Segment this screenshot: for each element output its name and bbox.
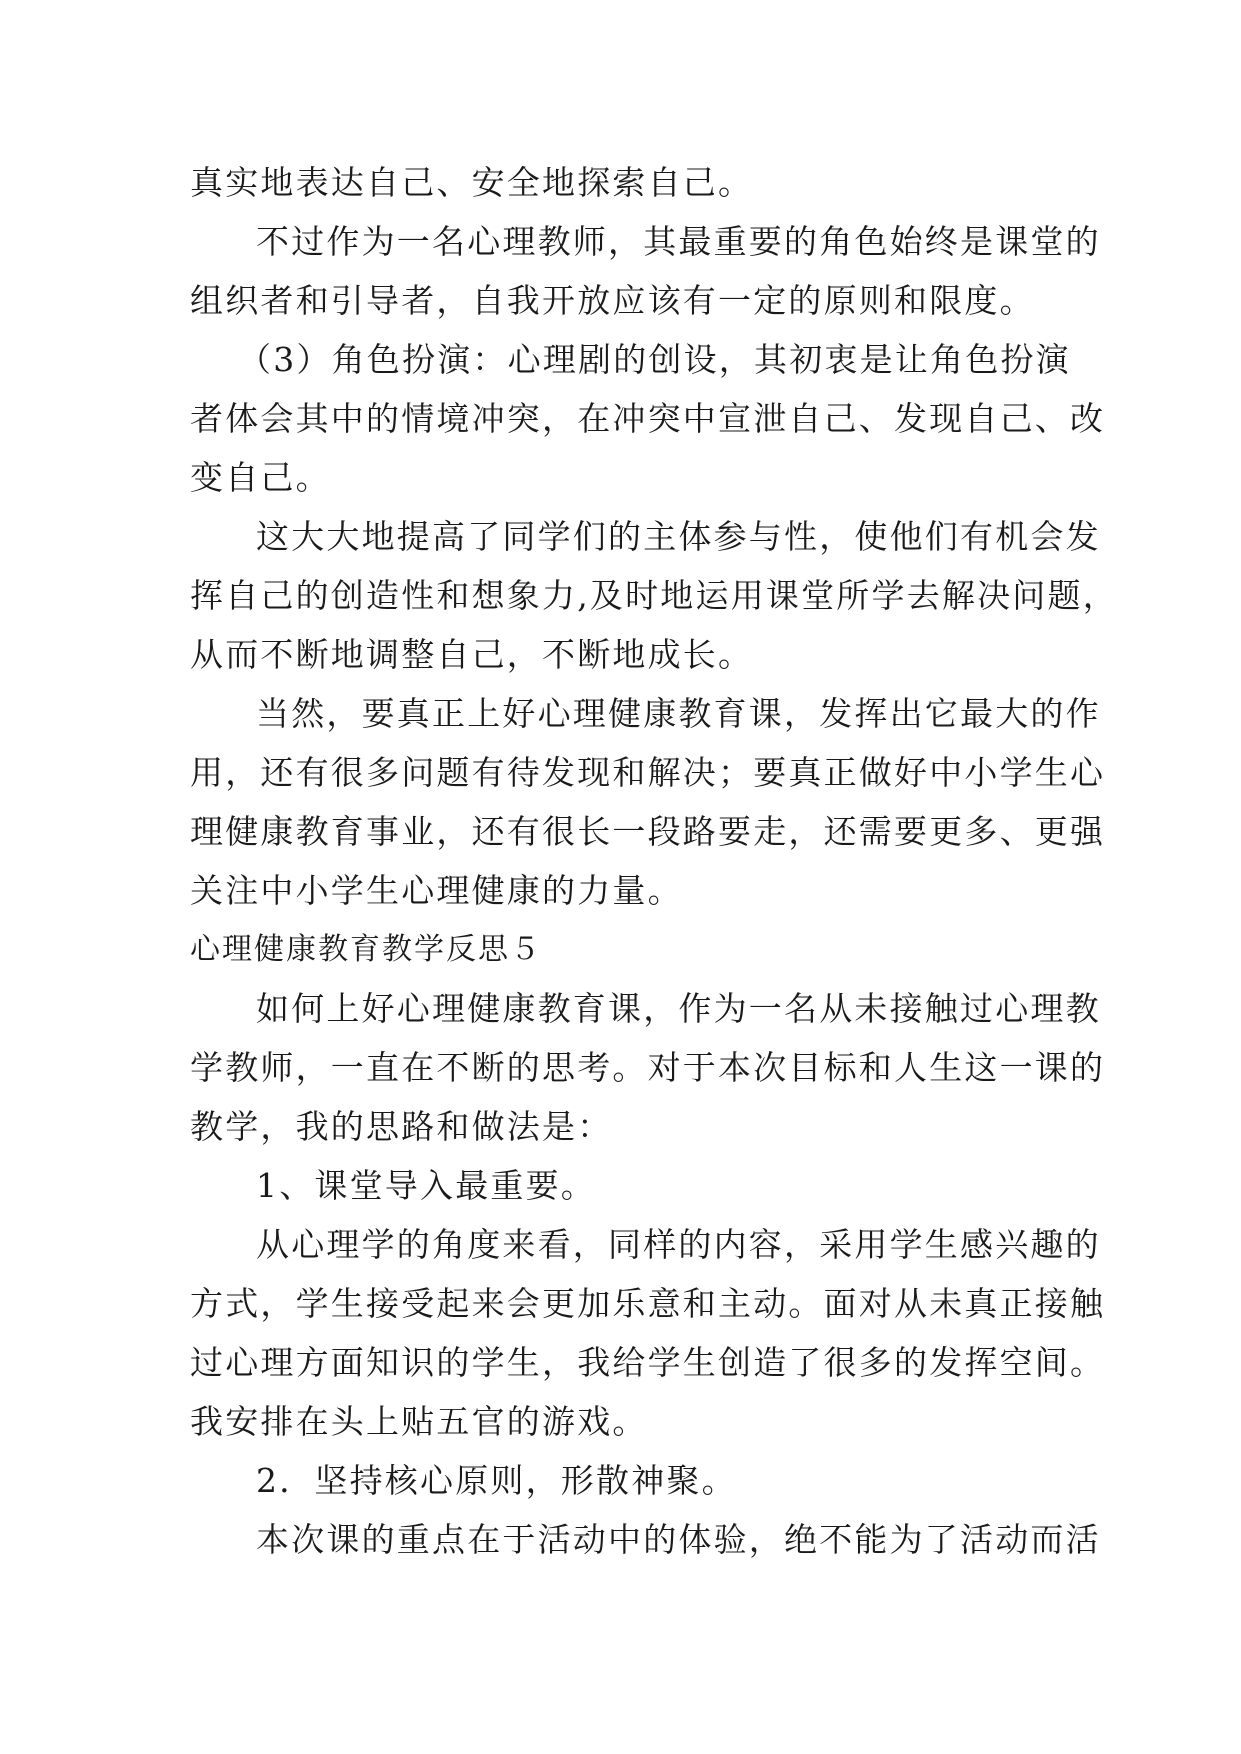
text-line: 教学，我的思路和做法是： [190, 1107, 613, 1146]
paragraph-start-line: 这大大地提高了同学们的主体参与性，使他们有机会发 [256, 517, 1101, 556]
paragraph-start-line: 当然，要真正上好心理健康教育课，发挥出它最大的作 [256, 694, 1101, 733]
text-line: 关注中小学生心理健康的力量。 [190, 871, 683, 910]
text-line: 学教师，一直在不断的思考。对于本次目标和人生这一课的 [190, 1048, 1106, 1087]
text-line: 我安排在头上贴五官的游戏。 [190, 1402, 648, 1441]
text-line: 组织者和引导者，自我开放应该有一定的原则和限度。 [190, 281, 1035, 320]
list-item-line: 1、课堂导入最重要。 [256, 1166, 596, 1205]
document-body [190, 153, 1118, 1569]
text-line: 挥自己的创造性和想象力,及时地运用课堂所学去解决问题， [190, 576, 1118, 615]
text-line: 真实地表达自己、安全地探索自己。 [190, 163, 754, 202]
paragraph-start-line: 从心理学的角度来看，同样的内容，采用学生感兴趣的 [256, 1225, 1101, 1264]
text-line: 理健康教育事业，还有很长一段路要走，还需要更多、更强 [190, 812, 1106, 851]
paragraph-start-line: 不过作为一名心理教师，其最重要的角色始终是课堂的 [256, 222, 1101, 261]
paragraph-start-line: 本次课的重点在于活动中的体验，绝不能为了活动而活 [256, 1520, 1101, 1559]
text-line: 过心理方面知识的学生，我给学生创造了很多的发挥空间。 [190, 1343, 1106, 1382]
list-item-line: 2．坚持核心原则，形散神聚。 [256, 1461, 737, 1500]
paragraph-start-line: （3）角色扮演：心理剧的创设，其初衷是让角色扮演 [238, 340, 1071, 379]
paragraph-start-line: 如何上好心理健康教育课，作为一名从未接触过心理教 [256, 989, 1101, 1028]
section-heading: 心理健康教育教学反思５ [190, 932, 542, 967]
text-line: 方式，学生接受起来会更加乐意和主动。面对从未真正接触 [190, 1284, 1106, 1323]
text-line: 变自己。 [190, 458, 331, 497]
text-line: 从而不断地调整自己，不断地成长。 [190, 635, 754, 674]
text-line: 用，还有很多问题有待发现和解决；要真正做好中小学生心 [190, 753, 1106, 792]
text-line: 者体会其中的情境冲突，在冲突中宣泄自己、发现自己、改 [190, 399, 1106, 438]
